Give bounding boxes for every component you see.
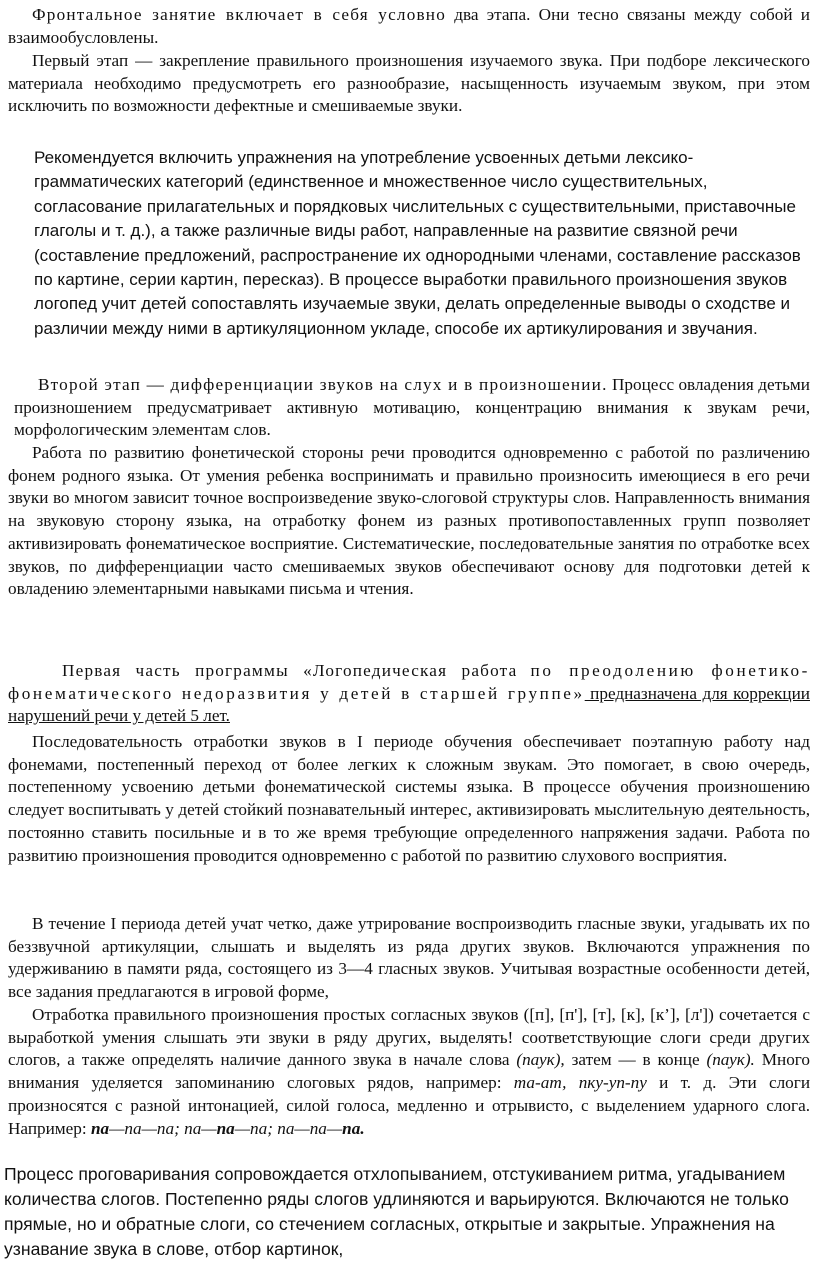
paragraph-first-period: В течение I периода детей учат четко, даже утрирование воспроизводить гласные звуки, угадывать их по беззвучной артикуляции, слышать и выделять из ряда других звуков. Включаются упражнения по удерживанию в памяти ряда, состоящего из 3—4 гласных звуков. Учитывая возрастные особенности детей, все задания предлагаются в игровой форме, [8, 914, 810, 1002]
paragraph-program-part-one: Первая часть программы «Логопедическая работа по преодолению фонетико-фонематического недоразвития у детей в старшей группе» предназначена для коррекции нарушений речи у детей 5 лет. [8, 661, 811, 726]
paragraph-first-stage: Первый этап — закрепление правильного произношения изучаемого звука. При подборе лексического материала необходимо предусмотреть его разнообразие, насыщенность изучаемым звуком, при этом исключить по возможности дефектные и смешиваемые звуки. [8, 51, 810, 116]
paragraph-syllable-rhythm: Процесс проговаривания сопровождается отхлопыванием, отстукиванием ритма, угадыванием количества слогов. Постепенно ряды слогов удлиняются и варьируются. Включаются не только прямые, но и обратные слоги, со стечением согласных, открытые и закрытые. Упражнения на узнавание звука в слове, отбор картинок, [4, 1164, 789, 1259]
paragraph-sound-sequence: Последовательность отработки звуков в I периоде обучения обеспечивает поэтапную работу над фонемами, постепенный переход от более легких к сложным звукам. Это помогает, в свою очередь, постепенному усвоению детьми фонематической системы языка. В процессе обучения произношению следует воспитывать у детей стойкий познавательный интерес, активизировать мыслительную деятельность, постоянно ставить посильные и в то же время требующие определенного напряжения задачи. Работа по развитию произношения проводится одновременно с работой по развитию слухового восприятия. [8, 732, 810, 865]
paragraph-frontal-lesson: Фронтальное занятие включает в себя условно два этапа. Они тесно связаны между собой и взаимообусловлены. [8, 5, 811, 47]
paragraph-phonetic-work: Работа по развитию фонетической стороны речи проводится одновременно с работой по различению фонем родного языка. От умения ребенка воспринимать и правильно произносить имеющиеся в его речи звуки во многом зависит точное воспроизведение звуко-слоговой структуры слов. Направленность внимания на звуковую сторону языка, на отработку фонем из разных противопоставленных групп позволяет активизировать фонематическое восприятие. Систематические, последовательные занятия по отработке всех звуков, по дифференциации часто смешиваемых звуков обеспечивают основу для подготовки детей к овладению элементарными навыками письма и чтения. [8, 443, 810, 599]
paragraph-recommended-exercises: Рекомендуется включить упражнения на употребление усвоенных детьми лексико-грамматических категорий (единственное и множественное число существительных, согласование прилагательных и порядковых числительных с существительными, приставочные глаголы и т. д.), а также различные виды работ, направленные на развитие связной речи (составление предложений, распространение их однородными членами, составление рассказов по картине, серии картин, пересказ). В процессе выработки правильного произношения звуков логопед учит детей сопоставлять изучаемые звуки, делать определенные выводы о сходстве и различии между ними в артикуляционном укладе, способе их артикулирования и звучания. [34, 148, 801, 338]
paragraph-consonant-practice: Отработка правильного произношения простых согласных звуков ([п], [п'], [т], [к], [к’], [л']) сочетается с выработкой умения слышать эти звуки в ряду других, выделять! соответствующие слоги среди других слогов, а также определять наличие данного звука в начале слова (паук), затем — в конце (паук). Много внимания уделяется запоминанию слоговых рядов, например: та-ат, пку-уп-пу и т. д. Эти слоги произносятся с разной интонацией, силой голоса, медленно и отрывисто, с выделением ударного слога. Например: па—па—па; па—па—па; па—па—па. [8, 1005, 811, 1138]
paragraph-second-stage: Второй этап — дифференциации звуков на слух и в произношении. Процесс овладения детьми произношением предусматривает активную мотивацию, концентрацию внимания к звукам речи, морфологическим элементам слов. [14, 375, 811, 440]
